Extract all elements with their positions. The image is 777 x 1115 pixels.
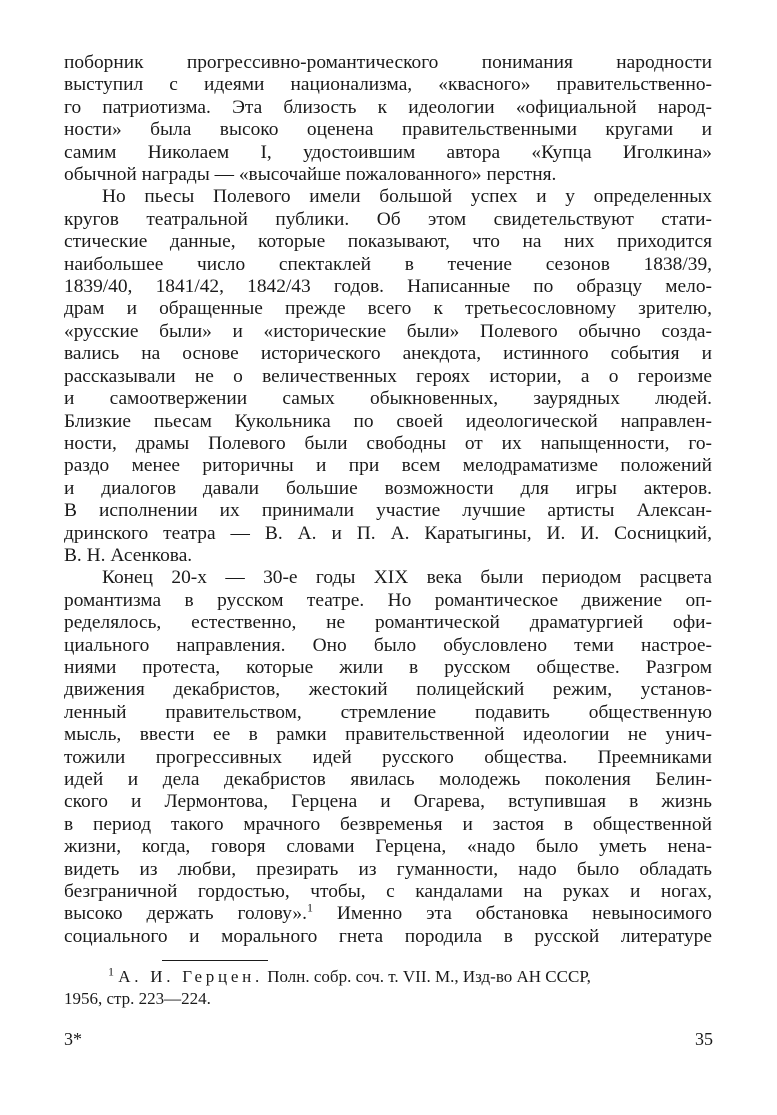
text-line: романтизма в русском театре. Но романтическое движение оп- bbox=[64, 589, 712, 611]
paragraph-2 bbox=[64, 186, 712, 567]
footnote-line: 1956, стр. 223—224. bbox=[64, 989, 211, 1008]
footnote-author: А. И. Герцен. bbox=[118, 967, 263, 986]
page-number: 35 bbox=[695, 1029, 713, 1049]
text-line: жизни, когда, говоря словами Герцена, «надо было уметь нена- bbox=[64, 836, 712, 858]
text-line: рассказывали не о величественных героях истории, а о героизме bbox=[64, 365, 712, 387]
text-line: выступил с идеями национализма, «квасного» правительственно- bbox=[64, 74, 712, 96]
text-line: поборник прогрессивно-романтического понимания народности bbox=[64, 52, 712, 73]
text-line: мысль, ввести ее в рамки правительственной идеологии не унич- bbox=[64, 724, 712, 746]
text-line: «русские были» и «исторические были» Полевого обычно созда- bbox=[64, 320, 712, 342]
text-line: вались на основе исторического анекдота, истинного события и bbox=[64, 343, 712, 365]
footnote bbox=[64, 966, 712, 1010]
paragraph-1 bbox=[64, 52, 712, 186]
text-line: в период такого мрачного безвременья и застоя в общественной bbox=[64, 813, 712, 835]
text-line: и диалогов давали большие возможности для игры актеров. bbox=[64, 477, 712, 499]
text-line: циального направления. Оно было обусловлено теми настрое- bbox=[64, 634, 712, 656]
text-line: Близкие пьесам Кукольника по своей идеологической направлен- bbox=[64, 410, 712, 432]
text-line: го патриотизма. Эта близость к идеологии «официальной народ- bbox=[64, 96, 712, 118]
text-line: обычной награды — «высочайше пожалованного» перстня. bbox=[64, 164, 557, 186]
text-line: видеть из любви, презирать из гуманности, надо было обладать bbox=[64, 858, 712, 880]
text-line: Конец 20-х — 30-е годы XIX века были периодом расцвета bbox=[102, 567, 712, 589]
text-line: драм и обращенные прежде всего к третьесословному зрителю, bbox=[64, 298, 712, 320]
text-line: безграничной гордостью, чтобы, с кандалами на руках и ногах, bbox=[64, 881, 712, 903]
footnote-reference[interactable]: 1 bbox=[306, 903, 313, 915]
text-line: В. Н. Асенкова. bbox=[64, 544, 193, 566]
text-line: ределялось, естественно, не романтической драматургией офи- bbox=[64, 612, 712, 634]
text-line: кругов театральной публики. Об этом свидетельствуют стати- bbox=[64, 208, 712, 230]
text-line: социального и морального гнета породила в русской литературе bbox=[64, 925, 712, 947]
page-body bbox=[64, 52, 712, 948]
footnote-divider bbox=[162, 960, 268, 961]
text-line: и самоотвержении самых обыкновенных, заурядных людей. bbox=[64, 388, 712, 410]
footnote-line bbox=[64, 966, 712, 988]
text-line: ности, драмы Полевого были свободны от их напыщенности, го- bbox=[64, 432, 712, 454]
text-line: тожили прогрессивных идей русского общества. Преемниками bbox=[64, 746, 712, 768]
text-line: дринского театра — В. А. и П. А. Каратыгины, И. И. Сосницкий, bbox=[64, 522, 712, 544]
text-line: идей и дела декабристов явилась молодежь поколения Белин- bbox=[64, 769, 712, 790]
text-line: В исполнении их принимали участие лучшие артисты Алексан- bbox=[64, 500, 712, 522]
footnote-marker: 1 bbox=[108, 964, 114, 979]
text-line: Но пьесы Полевого имели большой успех и у определенных bbox=[102, 186, 712, 208]
text-line-with-footnote bbox=[64, 903, 712, 925]
text-line: раздо менее риторичны и при всем мелодраматизме положений bbox=[64, 455, 712, 477]
text-line: движения декабристов, жестокий полицейский режим, установ- bbox=[64, 679, 712, 701]
text-line: наибольшее число спектаклей в течение сезонов 1838/39, bbox=[64, 253, 712, 275]
text-fragment: высоко держать голову». bbox=[64, 903, 307, 925]
text-line: стические данные, которые показывают, что на них приходится bbox=[64, 231, 712, 253]
text-line: самим Николаем I, удостоившим автора «Купца Иголкина» bbox=[64, 141, 712, 163]
signature-mark: 3* bbox=[64, 1029, 82, 1049]
paragraph-3 bbox=[64, 567, 712, 948]
footnote-citation: Полн. собр. соч. т. VII. М., Изд-во АН СССР, bbox=[263, 967, 591, 986]
text-line: ниями протеста, которые жили в русском обществе. Разгром bbox=[64, 656, 712, 678]
text-line: 1839/40, 1841/42, 1842/43 годов. Написанные по образцу мело- bbox=[64, 276, 712, 298]
text-fragment: Именно эта обстановка невыносимого bbox=[312, 903, 712, 925]
text-line: ленный правительством, стремление подавить общественную bbox=[64, 701, 712, 723]
text-line: ского и Лермонтова, Герцена и Огарева, вступившая в жизнь bbox=[64, 791, 712, 813]
text-line: ности» была высоко оценена правительственными кругами и bbox=[64, 119, 712, 141]
